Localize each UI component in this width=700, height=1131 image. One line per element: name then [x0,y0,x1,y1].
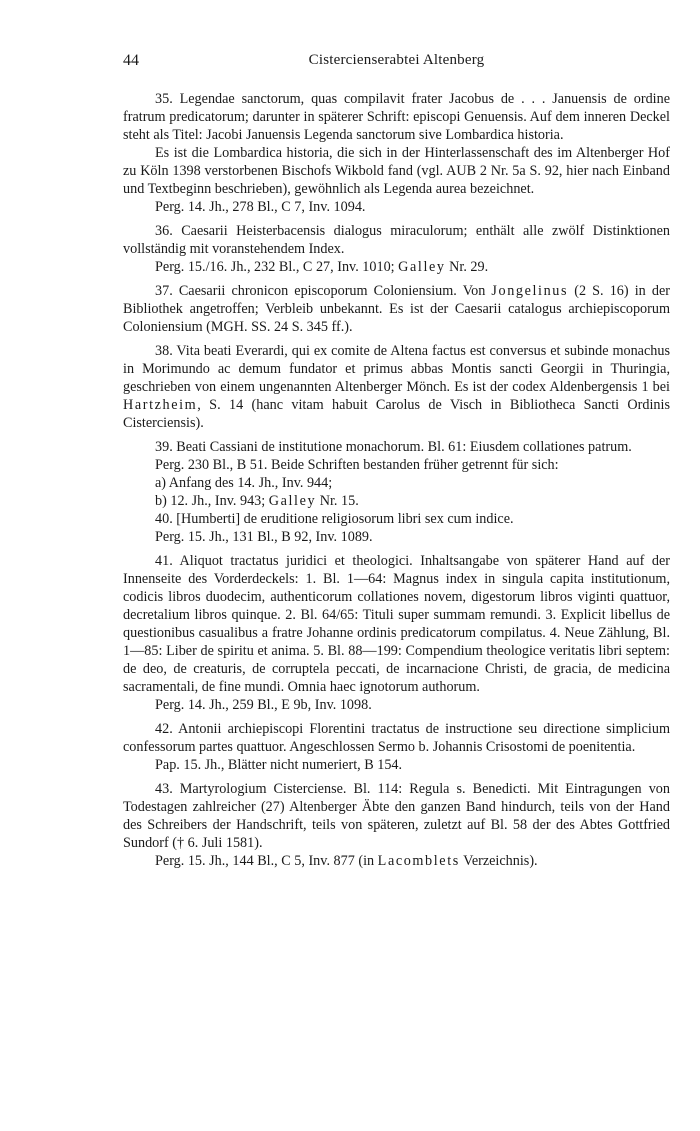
entry-42-description: 42. Antonii archiepiscopi Florentini tractatus de instructione seu directione simplicium confessorum partes quattuor. Angeschlossen Sermo b. Johannis Crisostomi de poenitentia. [123,721,670,755]
author-hartzheim: Hartzheim [123,397,198,413]
entry-37-text-end: (2 S. 16) in der Bibliothek angetroffen; Verbleib unbekannt. Es ist der Caesarii catalogus archiepiscoporum Coloniensium (MGH. SS. 24 S. 345 ff.). [123,283,670,335]
author-jongelinus: Jongelinus [491,283,569,299]
entry-38-text-end: , S. 14 (hanc vitam habuit Carolus de Visch in Bibliotheca Sancti Ordinis Cisterciensis). [123,397,670,431]
entry-42-meta: Pap. 15. Jh., Blätter nicht numeriert, B 154. [155,757,403,773]
entry-43-meta-text: Perg. 15. Jh., 144 Bl., C 5, Inv. 877 (in [155,853,378,869]
entry-36-meta-end: Nr. 29. [445,259,489,275]
entry-35-note: Es ist die Lombardica historia, die sich in der Hinterlassenschaft des im Altenberger Hof zu Köln 1398 verstorbenen Bischofs Wikbold fand (vgl. AUB 2 Nr. 5a S. 92, hier nach Einband und Textbeginn beschrieben), gewöhnlich als Legenda aurea bezeichnet. [123,145,670,197]
entry-43-meta [123,852,670,870]
entry-38-text: 38. Vita beati Everardi, qui ex comite de Altena factus est conversus et subinde monachus in Morimundo ac demum fundator et primus abbas Montis sancti Georgii in Thuringia, geschrieben von einem ungenannten Altenberger Mönch. Es ist der codex Aldenbergensis 1 bei [123,343,670,395]
entry-39-part-a: a) Anfang des 14. Jh., Inv. 944; [155,475,333,491]
entry-35-description: 35. Legendae sanctorum, quas compilavit frater Jacobus de . . . Januensis de ordine fratrum predicatorum; darunter in späterer Schrift: episcopi Genuensis. Auf dem inneren Deckel steht als Titel: Jacobi Januensis Legenda sanctorum sive Lombardica historia. [123,91,670,143]
author-lacomblet: Lacomblets [377,853,460,869]
entry-39-part-b-end: Nr. 15. [316,493,359,509]
entry-39-description: 39. Beati Cassiani de institutione monachorum. Bl. 61: Eiusdem collationes patrum. [155,439,632,455]
entry-38-description [123,342,670,432]
catalog-body [123,90,670,870]
entry-39-part-b [123,492,670,510]
author-galley: Galley [268,493,317,509]
page-header [123,52,670,72]
entry-40-description: 40. [Humberti] de eruditione religiosorum libri sex cum indice. [155,511,514,527]
entry-43-description: 43. Martyrologium Cisterciense. Bl. 114: Regula s. Benedicti. Mit Eintragungen von Todestagen zahlreicher (27) Altenberger Äbte den ganzen Band hindurch, teils von der Hand des Schreibers der Handschrift, teils von späteren, zuletzt auf Bl. 58 der des Abtes Gottfried Sundorf († 6. Juli 1581). [123,781,670,851]
entry-36-meta [123,258,670,276]
entry-41-meta: Perg. 14. Jh., 259 Bl., E 9b, Inv. 1098. [155,697,372,713]
entry-40-meta: Perg. 15. Jh., 131 Bl., B 92, Inv. 1089. [155,529,373,545]
entry-37-description [123,282,670,336]
entry-41-description: 41. Aliquot tractatus juridici et theologici. Inhaltsangabe von späterer Hand auf der Innenseite des Vorderdeckels: 1. Bl. 1—64: Magnus index in singula capita institutionum, codicis libros duodecim, authenticorum collationes novem, digestorum libros viginti quattuor, decretalium libros quinque. 2. Bl. 64/65: Tituli super summam remundi. 3. Explicit libellus de questionibus casualibus a fratre Johanne ordinis predicatorum compilatus. 4. Neue Zählung, Bl. 1—85: Liber de spiritu et anima. 5. Bl. 88—199: Compendium theologice veritatis libri septem: de deo, de creaturis, de corruptela peccati, de incarnacione Christi, de gracia, de medicina sacramentali, de fine mundi. Omnia haec ignotorum authorum. [123,553,670,695]
entry-36-description: 36. Caesarii Heisterbacensis dialogus miraculorum; enthält alle zwölf Distinktionen vollständig mit voranstehendem Index. [123,223,670,257]
entry-37-text: 37. Caesarii chronicon episcoporum Coloniensium. Von [155,283,492,299]
author-galley: Galley [398,259,446,275]
entry-36-meta-text: Perg. 15./16. Jh., 232 Bl., C 27, Inv. 1010; [155,259,399,275]
entry-39-part-b-text: b) 12. Jh., Inv. 943; [155,493,269,509]
entry-35-meta: Perg. 14. Jh., 278 Bl., C 7, Inv. 1094. [155,199,366,215]
running-title: Cistercienserabtei Altenberg [308,52,485,68]
entry-43-meta-end: Verzeichnis). [459,853,538,869]
page-number: 44 [123,52,139,69]
entry-39-meta: Perg. 230 Bl., B 51. Beide Schriften bestanden früher getrennt für sich: [155,457,559,473]
